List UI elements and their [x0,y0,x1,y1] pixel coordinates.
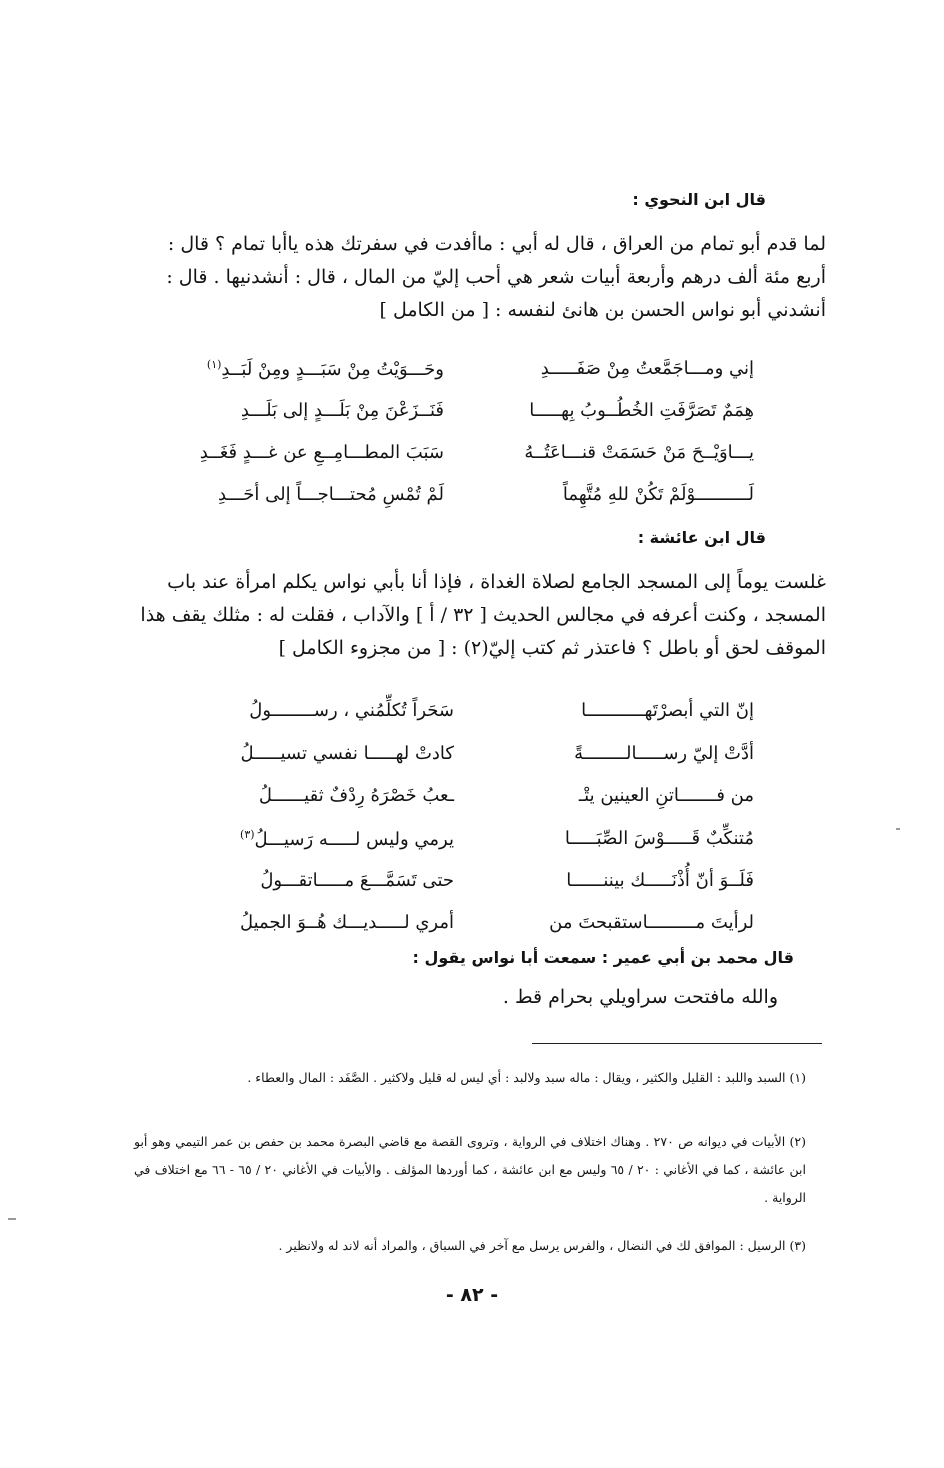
verse-second-hemistich: سَحَراً تُكلِّمُني ، رســــــــولُ [249,700,454,721]
verse-first-hemistich: يـــاوَيْــحَ مَنْ حَسَمَتْ قنـــاعَتُــهُ [524,442,754,463]
section-heading-ibn-aisha: قال ابن عائشة : [637,528,766,547]
verse-second-hemistich: حتى تَسَمَّـــعَ مـــــاتقـــولُ [260,870,454,891]
footnote-2: (٢) الأبيات في ديوانه ص ٢٧٠ . وهناك اختلاف في الرواية ، وتروى القصة مع قاضي البصرة محمد بن حفص بن عمر التيمي وهو أبو ابن عائشة ، كما في الأغاني : ٢٠ / ٦٥ وليس مع ابن عائشة ، كما أوردها المؤلف . والأبيات في الأغاني ٢٠ / ٦٥ - ٦٦ مع اختلاف في الرواية . [134,1134,807,1205]
paragraph-line: أنشدني أبو نواس الحسن بن هانئ لنفسه : [ من الكامل ] [379,299,826,321]
verse-first-hemistich: من فـــــــاتنِ العينين يتْـ [578,785,754,806]
paragraph-line: الموقف لحق أو باطل ؟ فاعتذر ثم كتب إليّ(٢) : [ من مجزوء الكامل ] [278,637,826,659]
paragraph-line: لما قدم أبو تمام من العراق ، قال له أبي : ماأفدت في سفرتك هذه ياأبا تمام ؟ قال : [167,233,826,255]
verse-first-hemistich: إنّ التي أبصرْتَهـــــــــــا [581,700,754,721]
paragraph-abu-tammam [120,228,826,327]
verse-second-hemistich: ـعبُ خَصْرَهُ رِدْفٌ ثقيــــــلُ [258,785,454,806]
verse-text: وحَـــوَيْتُ مِنْ سَبَـــدٍ ومِنْ لَبَــدِ [221,359,444,380]
verse-second-hemistich: أمري لـــــديـــك هُــوَ الجميلُ [239,912,454,933]
section-heading-ibn-al-nahwi: قال ابن النحوي : [632,190,766,209]
verse-second-hemistich: كادتْ لهـــــا نفسي تسيـــــلُ [240,743,454,764]
footnote-ref: (١) [206,358,222,371]
verse-first-hemistich: فَلَــوَ أنّ أُذْنَـــــك بيننــــــا [566,870,754,891]
verse-text: يرمي وليس لـــــه رَسيـــلُ [254,829,454,850]
paragraph-mosque-story [120,566,826,665]
paragraph-line: غلست يوماً إلى المسجد الجامع لصلاة الغداة ، فإذا أنا بأبي نواس يكلم امرأة عند باب [167,571,826,593]
verse-first-hemistich: لرأيتَ مـــــــــاستقبحتَ من [549,912,754,933]
quote-abu-nuwas: والله مافتحت سراويلي بحرام قط . [502,986,778,1008]
verse-second-hemistich: فَنَــزَعْنَ مِنْ بَلَـــدٍ إلى بَلَـــدِ [240,400,444,421]
footnote-3: (٣) الرسيل : الموافق لك في النضال ، والفرس يرسل مع آخر في السباق ، والمراد أنه لاند له ولانظير . [278,1238,806,1253]
verse-first-hemistich: أدَّتْ إليّ رســـــالــــــــةً [574,743,754,764]
verse-second-hemistich [164,358,444,380]
footnote-ref: (٣) [240,828,255,841]
verse-first-hemistich: مُتنكِّبٌ قَـــــوْسَ الصِّبَـــــا [564,828,754,849]
verse-second-hemistich [164,828,454,850]
verse-first-hemistich: لَــــــــــوْلَمْ تَكُنْ للهِ مُتَّهِماً [562,484,754,505]
footnote-1: (١) السبد واللبد : القليل والكثير ، ويقال : ماله سبد ولالبد : أي ليس له قليل ولاكثير . الصَّفَد : المال والعطاء . [247,1070,806,1085]
paragraph-line: أربع مئة ألف درهم وأربعة أبيات شعر هي أحب إليّ من المال ، قال : أنشدنيها . قال : [166,266,826,288]
verse-first-hemistich: هِمَمٌ تَصَرَّفَتِ الخُطُــوبُ بِهـــــا [529,400,754,421]
verse-first-hemistich: إني ومـــاجَمَّعتُ مِنْ صَفَـــــدِ [540,358,754,379]
footnote-separator [532,1043,822,1044]
page-number: - ٨٢ - [445,1284,499,1306]
scan-speck [8,1218,16,1220]
scan-speck [896,828,900,830]
paragraph-line: المسجد ، وكنت أعرفه في مجالس الحديث [ ٣٢ / أ ] والآداب ، فقلت له : مثلك يقف هذا [140,604,826,626]
verse-second-hemistich: سَبَبَ المطـــامِــعِ عن غـــدٍ فَغَــدِ [199,442,444,463]
section-heading-ibn-abi-umayr: قال محمد بن أبي عمير : سمعت أبا نواس يقول : [412,948,794,967]
verse-second-hemistich: لَمْ تُمْسِ مُحتـــاجـــاً إلى أحَـــدِ [217,484,444,505]
